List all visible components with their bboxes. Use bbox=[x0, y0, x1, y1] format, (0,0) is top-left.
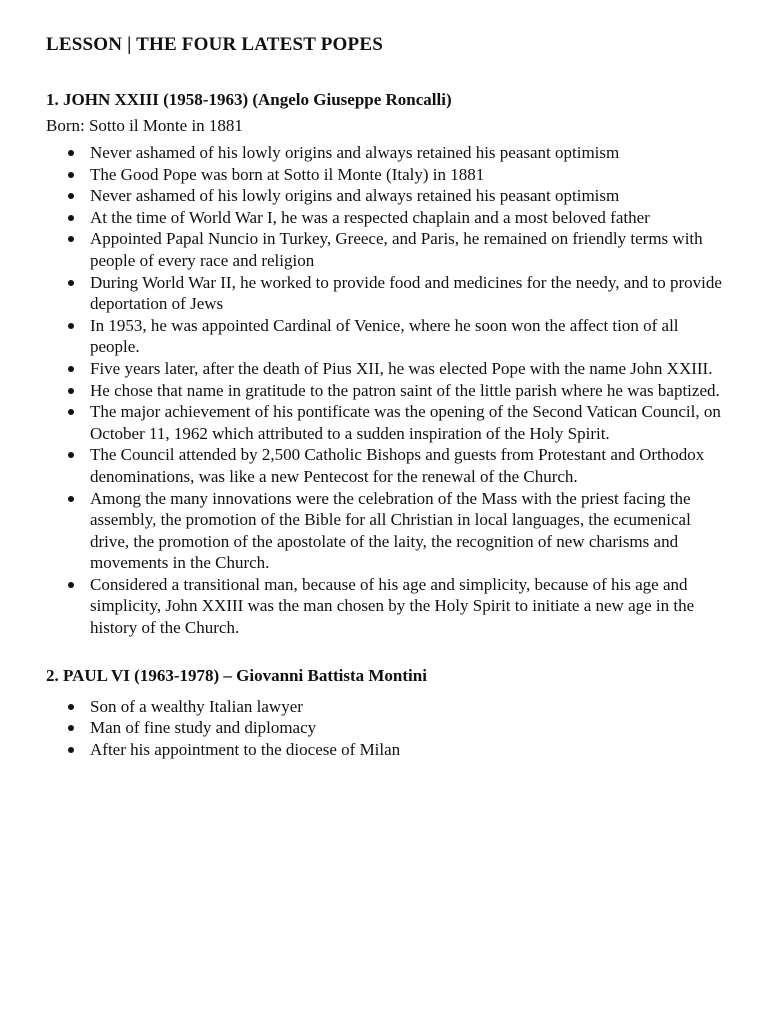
list-item-text: Son of a wealthy Italian lawyer bbox=[90, 696, 303, 716]
list-item-text: After his appointment to the diocese of Milan bbox=[90, 739, 401, 759]
list-item-text: He chose that name in gratitude to the patron saint of the little parish where he was baptized. bbox=[90, 380, 720, 400]
list-item bbox=[46, 164, 726, 186]
bullet-icon bbox=[68, 452, 74, 458]
list-item bbox=[46, 380, 726, 402]
bullet-icon bbox=[68, 172, 74, 178]
list-item-text: Considered a transitional man, because of his age and simplicity, because of his age and simplicity, John XXIII was the man chosen by the Holy Spirit to initiate a new age in the history of the Church. bbox=[90, 574, 695, 638]
list-item-text: Among the many innovations were the celebration of the Mass with the priest facing the assembly, the promotion of the Bible for all Christian in local languages, the ecumenical drive, the promotion of the apostolate of the laity, the recognition of new charisms and movements in the Church. bbox=[90, 488, 691, 573]
list-item bbox=[46, 142, 726, 164]
bullet-icon bbox=[68, 582, 74, 588]
list-item-text: The Good Pope was born at Sotto il Monte (Italy) in 1881 bbox=[90, 164, 485, 184]
list-item bbox=[46, 488, 726, 574]
list-item-text: At the time of World War I, he was a respected chaplain and a most beloved father bbox=[90, 207, 650, 227]
list-item-text: Man of fine study and diplomacy bbox=[90, 718, 317, 738]
bullet-icon bbox=[68, 323, 74, 329]
bullet-icon bbox=[68, 704, 74, 710]
list-item-text: During World War II, he worked to provide food and medicines for the needy, and to provide deportation of Jews bbox=[90, 272, 722, 314]
bullet-icon bbox=[68, 725, 74, 731]
bullet-icon bbox=[68, 496, 74, 502]
born-line: Born: Sotto il Monte in 1881 bbox=[46, 116, 243, 135]
bullet-list bbox=[46, 696, 726, 761]
list-item bbox=[46, 696, 726, 718]
list-item bbox=[46, 358, 726, 380]
bullet-list bbox=[46, 142, 726, 639]
list-item bbox=[46, 739, 726, 761]
list-item bbox=[46, 228, 726, 271]
list-item bbox=[46, 444, 726, 487]
list-item-text: Five years later, after the death of Pius XII, he was elected Pope with the name John XXIII. bbox=[90, 358, 713, 378]
list-item-text: Never ashamed of his lowly origins and always retained his peasant optimism bbox=[90, 143, 620, 162]
list-item bbox=[46, 717, 726, 739]
list-item bbox=[46, 315, 726, 358]
list-item bbox=[46, 401, 726, 444]
list-item bbox=[46, 574, 726, 639]
document-page bbox=[46, 34, 726, 760]
section-heading: 2. PAUL VI (1963-1978) – Giovanni Battista Montini bbox=[46, 665, 427, 685]
list-item-text: Appointed Papal Nuncio in Turkey, Greece, and Paris, he remained on friendly terms with people of every race and religion bbox=[90, 229, 703, 270]
list-item-text: The Council attended by 2,500 Catholic Bishops and guests from Protestant and Orthodox denominations, was like a new Pentecost for the renewal of the Church. bbox=[90, 445, 705, 486]
list-item-text: The major achievement of his pontificate was the opening of the Second Vatican Council, on October 11, 1962 which attributed to a sudden inspiration of the Holy Spirit. bbox=[90, 402, 721, 443]
list-item-text: In 1953, he was appointed Cardinal of Venice, where he soon won the affect tion of all people. bbox=[90, 315, 679, 357]
list-item bbox=[46, 185, 726, 207]
list-item-text: Never ashamed of his lowly origins and always retained his peasant optimism bbox=[90, 186, 620, 206]
bullet-icon bbox=[68, 150, 74, 156]
bullet-icon bbox=[68, 193, 74, 199]
bullet-icon bbox=[68, 747, 74, 753]
bullet-icon bbox=[68, 366, 74, 372]
section-john-xxiii bbox=[46, 89, 726, 639]
bullet-icon bbox=[68, 409, 74, 415]
list-item bbox=[46, 207, 726, 229]
lesson-title: LESSON | THE FOUR LATEST POPES bbox=[46, 34, 383, 55]
bullet-icon bbox=[68, 215, 74, 221]
bullet-icon bbox=[68, 236, 74, 242]
bullet-icon bbox=[68, 280, 74, 286]
section-paul-vi bbox=[46, 665, 726, 761]
bullet-icon bbox=[68, 388, 74, 394]
list-item bbox=[46, 272, 726, 315]
section-heading: 1. JOHN XXIII (1958-1963) (Angelo Giuseppe Roncalli) bbox=[46, 90, 452, 109]
